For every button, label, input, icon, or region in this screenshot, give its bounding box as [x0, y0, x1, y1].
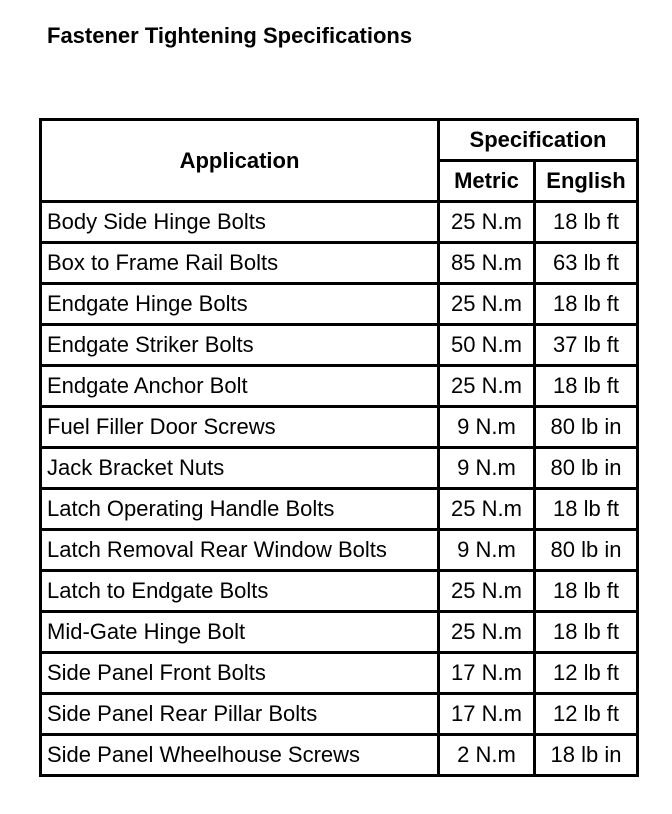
application-cell: Latch to Endgate Bolts [41, 571, 439, 612]
english-value-cell: 80 lb in [535, 530, 638, 571]
english-value-cell: 80 lb in [535, 448, 638, 489]
table-row [41, 530, 638, 571]
english-value-cell: 18 lb ft [535, 571, 638, 612]
table-row [41, 284, 638, 325]
english-value-cell: 80 lb in [535, 407, 638, 448]
application-cell: Side Panel Wheelhouse Screws [41, 735, 439, 776]
table-row [41, 653, 638, 694]
metric-value-cell: 2 N.m [439, 735, 535, 776]
application-cell: Body Side Hinge Bolts [41, 202, 439, 243]
metric-value-cell: 9 N.m [439, 407, 535, 448]
english-value-cell: 18 lb ft [535, 489, 638, 530]
metric-value-cell: 50 N.m [439, 325, 535, 366]
metric-value-cell: 25 N.m [439, 571, 535, 612]
english-value-cell: 18 lb ft [535, 284, 638, 325]
metric-value-cell: 9 N.m [439, 448, 535, 489]
application-cell: Endgate Striker Bolts [41, 325, 439, 366]
metric-value-cell: 85 N.m [439, 243, 535, 284]
fastener-spec-table [39, 118, 639, 777]
table-row [41, 366, 638, 407]
application-cell: Side Panel Front Bolts [41, 653, 439, 694]
table-row [41, 489, 638, 530]
application-header: Application [41, 120, 439, 202]
metric-value-cell: 25 N.m [439, 366, 535, 407]
table-row [41, 694, 638, 735]
english-value-cell: 18 lb ft [535, 366, 638, 407]
table-row [41, 202, 638, 243]
table-row [41, 325, 638, 366]
application-cell: Jack Bracket Nuts [41, 448, 439, 489]
english-value-cell: 37 lb ft [535, 325, 638, 366]
metric-value-cell: 25 N.m [439, 284, 535, 325]
application-cell: Mid-Gate Hinge Bolt [41, 612, 439, 653]
table-row [41, 612, 638, 653]
application-cell: Side Panel Rear Pillar Bolts [41, 694, 439, 735]
table-row [41, 448, 638, 489]
table-row [41, 571, 638, 612]
metric-value-cell: 25 N.m [439, 489, 535, 530]
english-value-cell: 12 lb ft [535, 653, 638, 694]
table-row [41, 735, 638, 776]
table-row [41, 407, 638, 448]
application-cell: Fuel Filler Door Screws [41, 407, 439, 448]
metric-value-cell: 25 N.m [439, 612, 535, 653]
english-value-cell: 18 lb ft [535, 612, 638, 653]
english-value-cell: 12 lb ft [535, 694, 638, 735]
english-value-cell: 18 lb ft [535, 202, 638, 243]
application-cell: Latch Operating Handle Bolts [41, 489, 439, 530]
english-value-cell: 63 lb ft [535, 243, 638, 284]
application-cell: Box to Frame Rail Bolts [41, 243, 439, 284]
english-header: English [535, 161, 638, 202]
application-cell: Latch Removal Rear Window Bolts [41, 530, 439, 571]
metric-value-cell: 17 N.m [439, 653, 535, 694]
metric-header: Metric [439, 161, 535, 202]
header-row-top [41, 120, 638, 161]
metric-value-cell: 17 N.m [439, 694, 535, 735]
metric-value-cell: 9 N.m [439, 530, 535, 571]
metric-value-cell: 25 N.m [439, 202, 535, 243]
table-body [41, 202, 638, 776]
table-header [41, 120, 638, 202]
specification-header: Specification [439, 120, 638, 161]
application-cell: Endgate Hinge Bolts [41, 284, 439, 325]
english-value-cell: 18 lb in [535, 735, 638, 776]
application-cell: Endgate Anchor Bolt [41, 366, 439, 407]
document-title: Fastener Tightening Specifications [47, 23, 413, 48]
table-row [41, 243, 638, 284]
